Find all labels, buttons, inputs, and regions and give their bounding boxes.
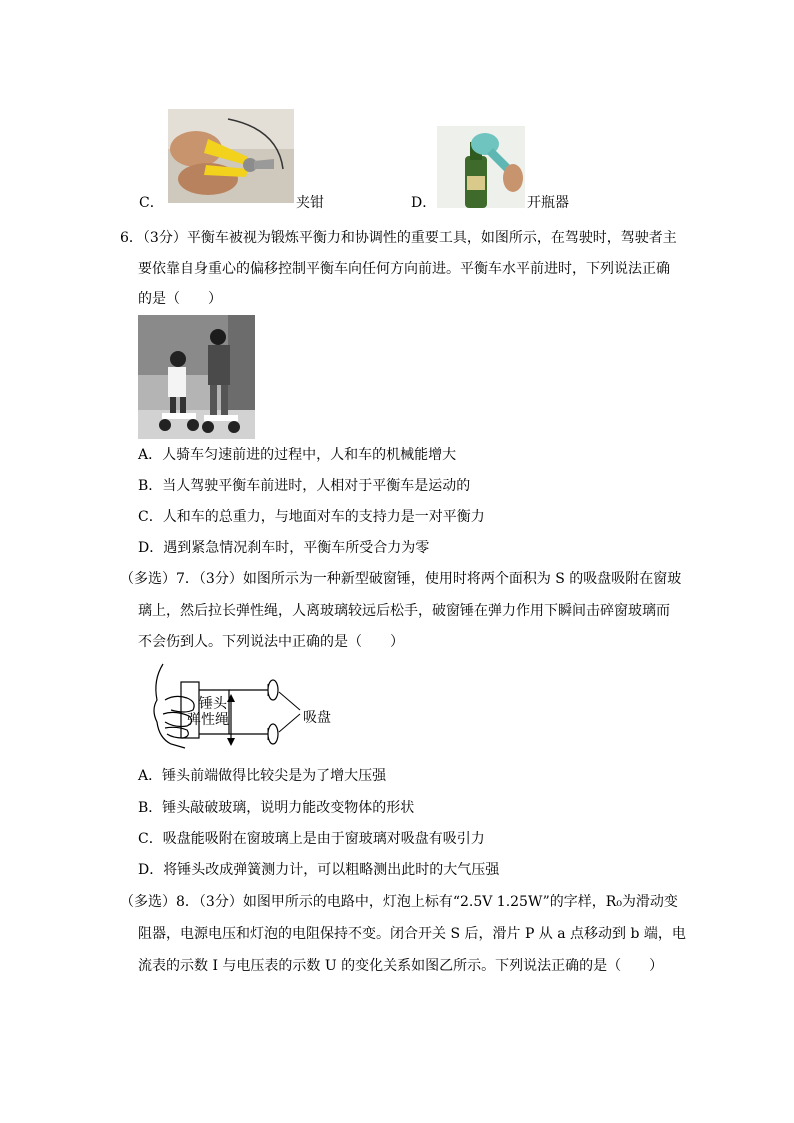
figure-label-elastic-cord: 弹性绳 bbox=[187, 712, 229, 728]
q6-option-b: B．当人驾驶平衡车前进时，人相对于平衡车是运动的 bbox=[138, 478, 471, 494]
q5-option-d-caption: 开瓶器 bbox=[527, 195, 569, 211]
q7-option-c: C．吸盘能吸附在窗玻璃上是由于窗玻璃对吸盘有吸引力 bbox=[138, 831, 485, 847]
q6-stem-line-2: 要依靠自身重心的偏移控制平衡车向任何方向前进。平衡车水平前进时，下列说法正确 bbox=[138, 261, 670, 277]
q7-option-b: B．锤头敲破玻璃，说明力能改变物体的形状 bbox=[138, 800, 415, 816]
figure-label-suction-cup: 吸盘 bbox=[303, 710, 331, 726]
q7-option-d: D．将锤头改成弹簧测力计，可以粗略测出此时的大气压强 bbox=[138, 862, 500, 878]
q7-option-a: A．锤头前端做得比较尖是为了增大压强 bbox=[138, 768, 387, 784]
window-breaker-diagram bbox=[145, 660, 345, 752]
q6-option-c: C．人和车的总重力，与地面对车的支持力是一对平衡力 bbox=[138, 509, 485, 525]
q6-stem-line-3: 的是（ ） bbox=[138, 291, 222, 307]
q5-option-c-caption: 夹钳 bbox=[296, 195, 324, 211]
q5-option-c-letter: C． bbox=[139, 195, 164, 211]
q7-stem-line-1: （多选）7．（3分）如图所示为一种新型破窗锤，使用时将两个面积为 S 的吸盘吸附在窗玻 bbox=[120, 571, 682, 587]
q7-stem-line-3: 不会伤到人。下列说法中正确的是（ ） bbox=[138, 634, 404, 650]
bottle-opener-photo bbox=[437, 126, 525, 208]
balance-scooter-photo bbox=[138, 315, 255, 439]
pliers-photo bbox=[168, 109, 294, 203]
q6-stem-line-1: 6．（3分）平衡车被视为锻炼平衡力和协调性的重要工具，如图所示，在驾驶时，驾驶者主 bbox=[120, 230, 677, 246]
q6-option-a: A．人骑车匀速前进的过程中，人和车的机械能增大 bbox=[138, 447, 457, 463]
figure-label-hammer-head: 锤头 bbox=[199, 696, 227, 712]
q7-stem-line-2: 璃上，然后拉长弹性绳，人离玻璃较远后松手，破窗锤在弹力作用下瞬间击碎窗玻璃而 bbox=[138, 603, 670, 619]
q6-option-d: D．遇到紧急情况刹车时，平衡车所受合力为零 bbox=[138, 540, 430, 556]
q5-option-d-letter: D． bbox=[411, 195, 437, 211]
q8-stem-line-3: 流表的示数 I 与电压表的示数 U 的变化关系如图乙所示。下列说法正确的是（ ） bbox=[138, 958, 664, 974]
q8-stem-line-2: 阻器，电源电压和灯泡的电阻保持不变。闭合开关 S 后，滑片 P 从 a 点移动到 b 端，电 bbox=[138, 926, 686, 942]
q8-stem-line-1: （多选）8．（3分）如图甲所示的电路中，灯泡上标有“2.5V 1.25W”的字样，R₀为滑动变 bbox=[120, 894, 678, 910]
